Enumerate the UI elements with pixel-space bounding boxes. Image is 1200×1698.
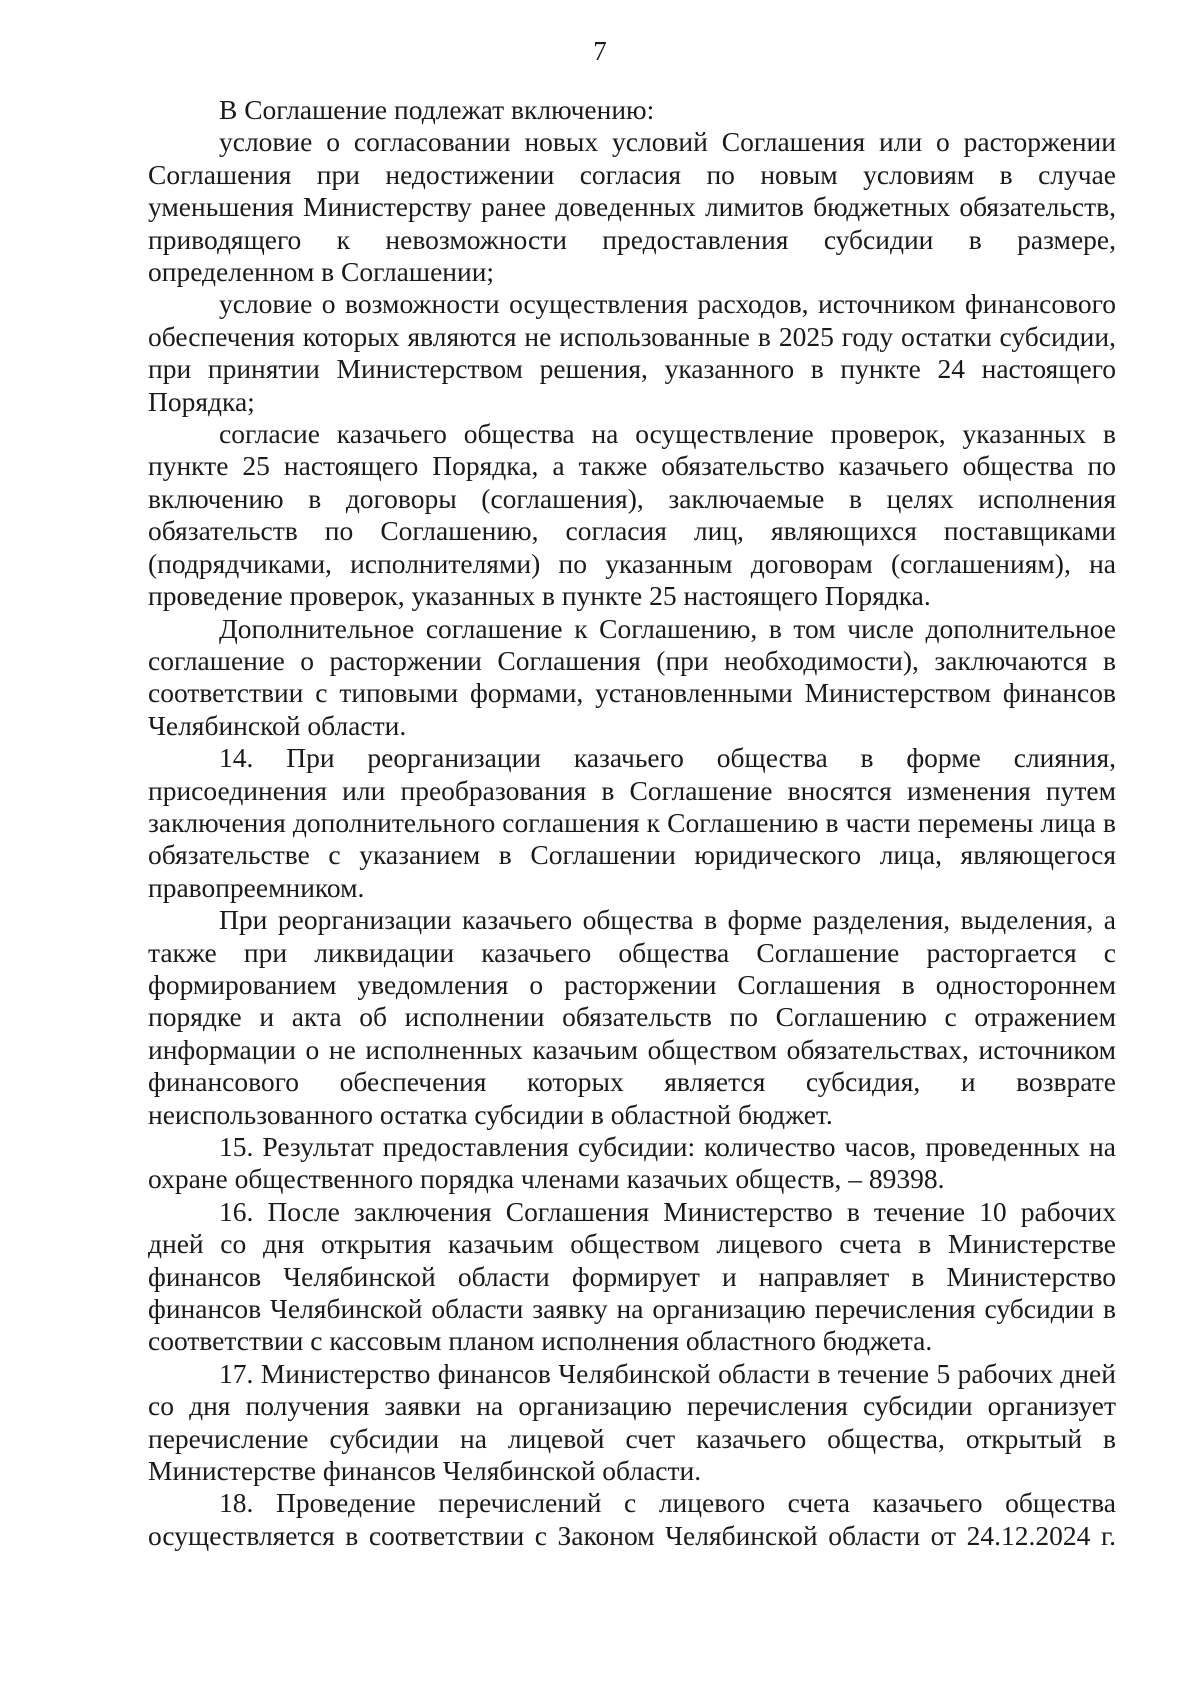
paragraph-item-16: 16. После заключения Соглашения Министерство в течение 10 рабочих дней со дня открытия казачьим обществом лицевого счета в Министерстве финансов Челябинской области формирует и направляет в Министерство финансов Челябинской области заявку на организацию перечисления субсидии в соответствии с кассовым планом исполнения областного бюджета.: [148, 1195, 1116, 1357]
paragraph-reorganization: При реорганизации казачьего общества в форме разделения, выделения, а также при ликвидации казачьего общества Соглашение расторгается с формированием уведомления о расторжении Соглашения в одностороннем порядке и акта об исполнении обязательств по Соглашению с отражением информации о не исполненных казачьим обществом обязательствах, источником финансового обеспечения которых является субсидия, и возврате неиспользованного остатка субсидии в областной бюджет.: [148, 904, 1116, 1130]
paragraph-additional-agreement: Дополнительное соглашение к Соглашению, в том числе дополнительное соглашение о расторжении Соглашения (при необходимости), заключаются в соответствии с типовыми формами, установленными Министерством финансов Челябинской области.: [148, 612, 1116, 741]
paragraph-item-14: 14. При реорганизации казачьего общества в форме слияния, присоединения или преобразования в Соглашение вносятся изменения путем заключения дополнительного соглашения к Соглашению в части перемены лица в обязательстве с указанием в Соглашении юридического лица, являющегося правопреемником.: [148, 742, 1116, 903]
paragraph-condition-expenses: условие о возможности осуществления расходов, источником финансового обеспечения которых являются не использованные в 2025 году остатки субсидии, при принятии Министерством решения, указанного в пункте 24 настоящего Порядка;: [148, 288, 1116, 417]
paragraph-item-17: 17. Министерство финансов Челябинской области в течение 5 рабочих дней со дня получения заявки на организацию перечисления субсидии организует перечисление субсидии на лицевой счет казачьего общества, открытый в Министерстве финансов Челябинской области.: [148, 1357, 1116, 1487]
paragraph-item-18: 18. Проведение перечислений с лицевого счета казачьего общества осуществляется в соответствии с Законом Челябинской области от 24.12.2024 г.: [148, 1487, 1116, 1551]
page-number: 7: [593, 36, 607, 66]
paragraph-intro: В Соглашение подлежат включению:: [219, 94, 655, 125]
paragraph-condition-agreement: условие о согласовании новых условий Соглашения или о расторжении Соглашения при недостижении согласия по новым условиям в случае уменьшения Министерству ранее доведенных лимитов бюджетных обязательств, приводящего к невозможности предоставления субсидии в размере, определенном в Соглашении;: [148, 126, 1116, 288]
paragraph-item-15: 15. Результат предоставления субсидии: количество часов, проведенных на охране общественного порядка членами казачьих обществ, – 89398.: [148, 1131, 1116, 1195]
paragraph-consent-checks: согласие казачьего общества на осуществление проверок, указанных в пункте 25 настоящего Порядка, а также обязательство казачьего общества по включению в договоры (соглашения), заключаемые в целях исполнения обязательств по Соглашению, согласия лиц, являющихся поставщиками (подрядчиками, исполнителями) по указанным договорам (соглашениям), на проведение проверок, указанных в пункте 25 настоящего Порядка.: [148, 418, 1116, 612]
document-body: [148, 94, 1116, 1552]
